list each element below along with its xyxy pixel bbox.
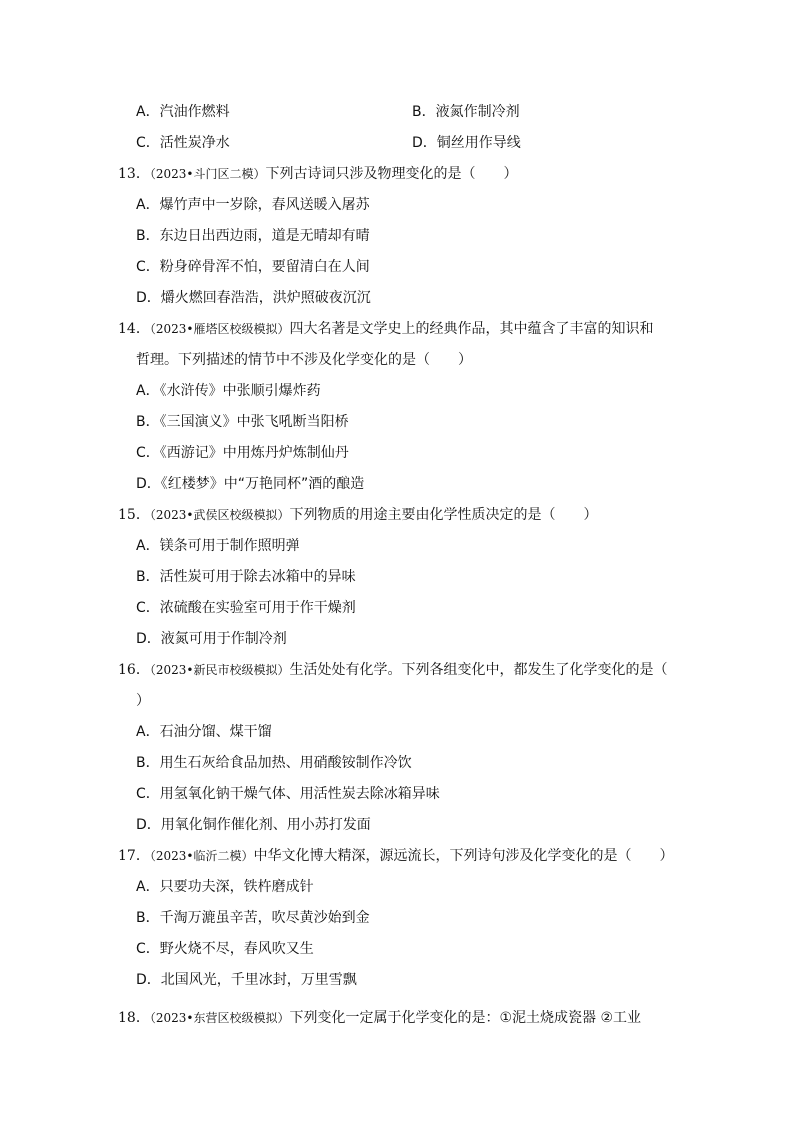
question-text: 中华文化博大精深，源远流长，下列诗句涉及化学变化的是（ ） xyxy=(253,848,674,864)
q15-option-b: B．活性炭可用于除去冰箱中的异味 xyxy=(136,569,356,585)
prev-option-b: B．液氮作制冷剂 xyxy=(412,104,520,120)
prev-option-c: C．活性炭净水 xyxy=(136,135,230,151)
q13-option-c: C．粉身碎骨浑不怕，要留清白在人间 xyxy=(136,259,370,275)
q16-option-b: B．用生石灰给食品加热、用硝酸铵制作冷饮 xyxy=(136,755,412,771)
q13-option-a: A．爆竹声中一岁除，春风送暖入屠苏 xyxy=(136,197,370,213)
question-14-stem-cont: 哲理。下列描述的情节中不涉及化学变化的是（ ） xyxy=(136,352,472,368)
question-14-stem xyxy=(118,319,653,339)
question-16-stem xyxy=(118,660,667,680)
question-source: （2023•斗门区二模） xyxy=(149,167,266,181)
q14-option-a: A．《水浒传》中张顺引爆炸药 xyxy=(136,383,321,399)
question-text: 四大名著是文学史上的经典作品，其中蕴含了丰富的知识和 xyxy=(289,321,654,337)
q13-option-b: B．东边日出西边雨，道是无晴却有晴 xyxy=(136,228,370,244)
question-source: （2023•武侯区校级模拟） xyxy=(149,508,290,522)
question-16-stem-cont: ） xyxy=(136,693,150,709)
question-18-stem xyxy=(118,1008,641,1028)
q17-option-a: A．只要功夫深，铁杵磨成针 xyxy=(136,879,314,895)
q14-option-c: C．《西游记》中用炼丹炉炼制仙丹 xyxy=(136,445,349,461)
question-source: （2023•临沂二模） xyxy=(149,849,254,863)
q17-option-b: B．千淘万漉虽辛苦，吹尽黄沙始到金 xyxy=(136,910,370,926)
question-number: 17． xyxy=(118,848,150,864)
q16-option-d: D．用氧化铜作催化剂、用小苏打发面 xyxy=(136,817,371,833)
question-text: 下列物质的用途主要由化学性质决定的是（ ） xyxy=(289,507,598,523)
question-text: 下列变化一定属于化学变化的是：①泥土烧成瓷器 ②工业 xyxy=(289,1010,642,1026)
q14-option-d: D．《红楼梦》中“万艳同杯”酒的酿造 xyxy=(136,476,365,492)
q16-option-a: A．石油分馏、煤干馏 xyxy=(136,724,272,740)
q15-option-d: D．液氮可用于作制冷剂 xyxy=(136,631,287,647)
question-source: （2023•新民市校级模拟） xyxy=(149,663,290,677)
question-number: 14． xyxy=(118,321,150,337)
q14-option-b: B．《三国演义》中张飞吼断当阳桥 xyxy=(136,414,349,430)
q17-option-c: C．野火烧不尽，春风吹又生 xyxy=(136,941,314,957)
question-source: （2023•雁塔区校级模拟） xyxy=(149,322,290,336)
question-17-stem xyxy=(118,846,673,866)
q13-option-d: D．爝火燃回春浩浩，洪炉照破夜沉沉 xyxy=(136,290,371,306)
question-number: 18． xyxy=(118,1010,150,1026)
question-text: 生活处处有化学。下列各组变化中，都发生了化学变化的是（ xyxy=(289,662,668,678)
question-13-stem xyxy=(118,164,517,184)
q17-option-d: D．北国风光，千里冰封，万里雪飘 xyxy=(136,972,357,988)
q16-option-c: C．用氢氧化钠干燥气体、用活性炭去除冰箱异味 xyxy=(136,786,440,802)
question-15-stem xyxy=(118,505,597,525)
question-source: （2023•东营区校级模拟） xyxy=(149,1011,290,1025)
prev-option-d: D．铜丝用作导线 xyxy=(412,135,521,151)
question-number: 13． xyxy=(118,166,150,182)
question-number: 15． xyxy=(118,507,150,523)
q15-option-c: C．浓硫酸在实验室可用于作干燥剂 xyxy=(136,600,356,616)
prev-option-a: A．汽油作燃料 xyxy=(136,104,230,120)
question-number: 16． xyxy=(118,662,150,678)
q15-option-a: A．镁条可用于制作照明弹 xyxy=(136,538,300,554)
question-text: 下列古诗词只涉及物理变化的是（ ） xyxy=(265,166,518,182)
